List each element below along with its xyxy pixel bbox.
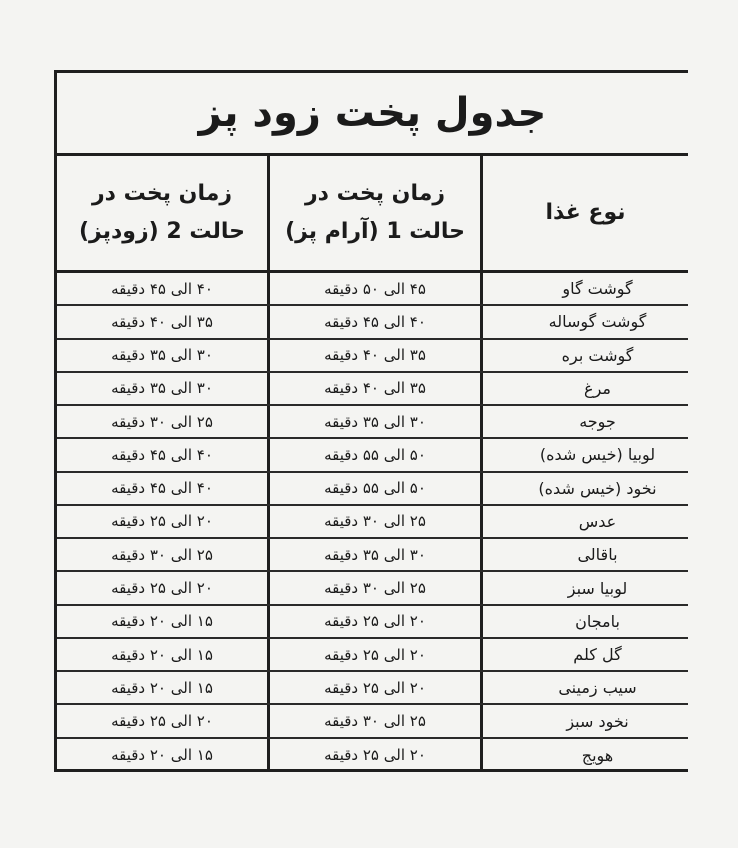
food-type-label: سیب زمینی <box>558 678 637 698</box>
cell-food-type <box>483 739 688 772</box>
food-type-label: مرغ <box>584 378 611 398</box>
header-mode1 <box>270 156 483 270</box>
table-row <box>57 373 688 406</box>
cooking-time-table <box>54 70 688 772</box>
cell-food-type <box>483 572 688 603</box>
food-type-label: لوبیا سبز <box>567 578 628 598</box>
cell-mode2-time: ۲۰ الی ۲۵ دقیقه <box>57 705 270 736</box>
food-type-label: گوشت بره <box>561 345 634 365</box>
cell-mode1-time: ۲۰ الی ۲۵ دقیقه <box>270 606 483 637</box>
table-header-row <box>57 156 688 273</box>
food-type-label: باقالی <box>577 545 618 565</box>
cell-mode2-time: ۲۵ الی ۳۰ دقیقه <box>57 539 270 570</box>
cell-mode2-time: ۳۰ الی ۳۵ دقیقه <box>57 340 270 371</box>
cell-mode2-time: ۲۰ الی ۲۵ دقیقه <box>57 506 270 537</box>
cell-mode1-time: ۴۵ الی ۵۰ دقیقه <box>270 273 483 304</box>
table-row <box>57 539 688 572</box>
cell-mode1-time: ۵۰ الی ۵۵ دقیقه <box>270 439 483 470</box>
cell-food-type <box>483 406 688 437</box>
cell-mode2-time: ۴۰ الی ۴۵ دقیقه <box>57 273 270 304</box>
cell-food-type <box>483 672 688 703</box>
cell-mode2-time: ۱۵ الی ۲۰ دقیقه <box>57 606 270 637</box>
cell-food-type <box>483 439 688 470</box>
food-type-label: گوشت گوساله <box>548 312 647 332</box>
food-type-label: نخود (خیس شده) <box>538 478 657 498</box>
cell-mode1-time: ۵۰ الی ۵۵ دقیقه <box>270 473 483 504</box>
food-type-label: گوشت گاو <box>562 279 633 299</box>
cell-mode1-time: ۲۵ الی ۳۰ دقیقه <box>270 506 483 537</box>
cell-mode2-time: ۱۵ الی ۲۰ دقیقه <box>57 639 270 670</box>
table-row <box>57 672 688 705</box>
table-title-row <box>57 73 688 156</box>
cell-food-type <box>483 373 688 404</box>
table-title: جدول پخت زود پز <box>198 90 547 136</box>
cell-mode1-time: ۳۵ الی ۴۰ دقیقه <box>270 340 483 371</box>
food-type-label: لوبیا (خیس شده) <box>539 445 656 465</box>
table-row <box>57 606 688 639</box>
header-mode2 <box>57 156 270 270</box>
cell-mode1-time: ۲۵ الی ۳۰ دقیقه <box>270 572 483 603</box>
header-mode2-line2: حالت 2 (زودپز) <box>79 219 245 244</box>
food-type-label: هویج <box>581 745 614 765</box>
table-row <box>57 406 688 439</box>
cell-mode1-time: ۲۰ الی ۲۵ دقیقه <box>270 739 483 772</box>
cell-mode2-time: ۲۰ الی ۲۵ دقیقه <box>57 572 270 603</box>
cell-mode1-time: ۲۵ الی ۳۰ دقیقه <box>270 705 483 736</box>
cell-mode2-time: ۲۵ الی ۳۰ دقیقه <box>57 406 270 437</box>
table-row <box>57 306 688 339</box>
cell-mode2-time: ۴۰ الی ۴۵ دقیقه <box>57 439 270 470</box>
table-body <box>57 273 688 772</box>
food-type-label: عدس <box>578 511 617 531</box>
food-type-label: گل کلم <box>573 645 622 665</box>
cell-food-type <box>483 340 688 371</box>
table-row <box>57 439 688 472</box>
cell-mode1-time: ۳۰ الی ۳۵ دقیقه <box>270 539 483 570</box>
table-row <box>57 473 688 506</box>
header-mode1-line1: زمان پخت در <box>305 181 446 206</box>
cell-food-type <box>483 506 688 537</box>
cell-mode1-time: ۳۵ الی ۴۰ دقیقه <box>270 373 483 404</box>
cell-mode1-time: ۲۰ الی ۲۵ دقیقه <box>270 672 483 703</box>
table-row <box>57 572 688 605</box>
cell-mode2-time: ۳۵ الی ۴۰ دقیقه <box>57 306 270 337</box>
table-row <box>57 506 688 539</box>
food-type-label: جوجه <box>579 412 616 432</box>
cell-food-type <box>483 606 688 637</box>
cell-food-type <box>483 473 688 504</box>
cell-mode1-time: ۴۰ الی ۴۵ دقیقه <box>270 306 483 337</box>
cell-mode2-time: ۴۰ الی ۴۵ دقیقه <box>57 473 270 504</box>
table-row <box>57 739 688 772</box>
cell-food-type <box>483 273 688 304</box>
food-type-label: نخود سبز <box>566 711 629 731</box>
cell-mode2-time: ۳۰ الی ۳۵ دقیقه <box>57 373 270 404</box>
table-row <box>57 639 688 672</box>
header-food-type: نوع غذا <box>545 200 626 225</box>
table-row <box>57 340 688 373</box>
cell-mode1-time: ۲۰ الی ۲۵ دقیقه <box>270 639 483 670</box>
header-mode2-line1: زمان پخت در <box>91 181 232 206</box>
cell-mode2-time: ۱۵ الی ۲۰ دقیقه <box>57 739 270 772</box>
table-row <box>57 705 688 738</box>
header-mode1-line2: حالت 1 (آرام پز) <box>285 219 465 244</box>
cell-food-type <box>483 306 688 337</box>
cell-mode2-time: ۱۵ الی ۲۰ دقیقه <box>57 672 270 703</box>
cell-food-type <box>483 639 688 670</box>
cell-mode1-time: ۳۰ الی ۳۵ دقیقه <box>270 406 483 437</box>
cell-food-type <box>483 705 688 736</box>
table-row <box>57 273 688 306</box>
food-type-label: بامجان <box>575 611 620 631</box>
cell-food-type <box>483 539 688 570</box>
